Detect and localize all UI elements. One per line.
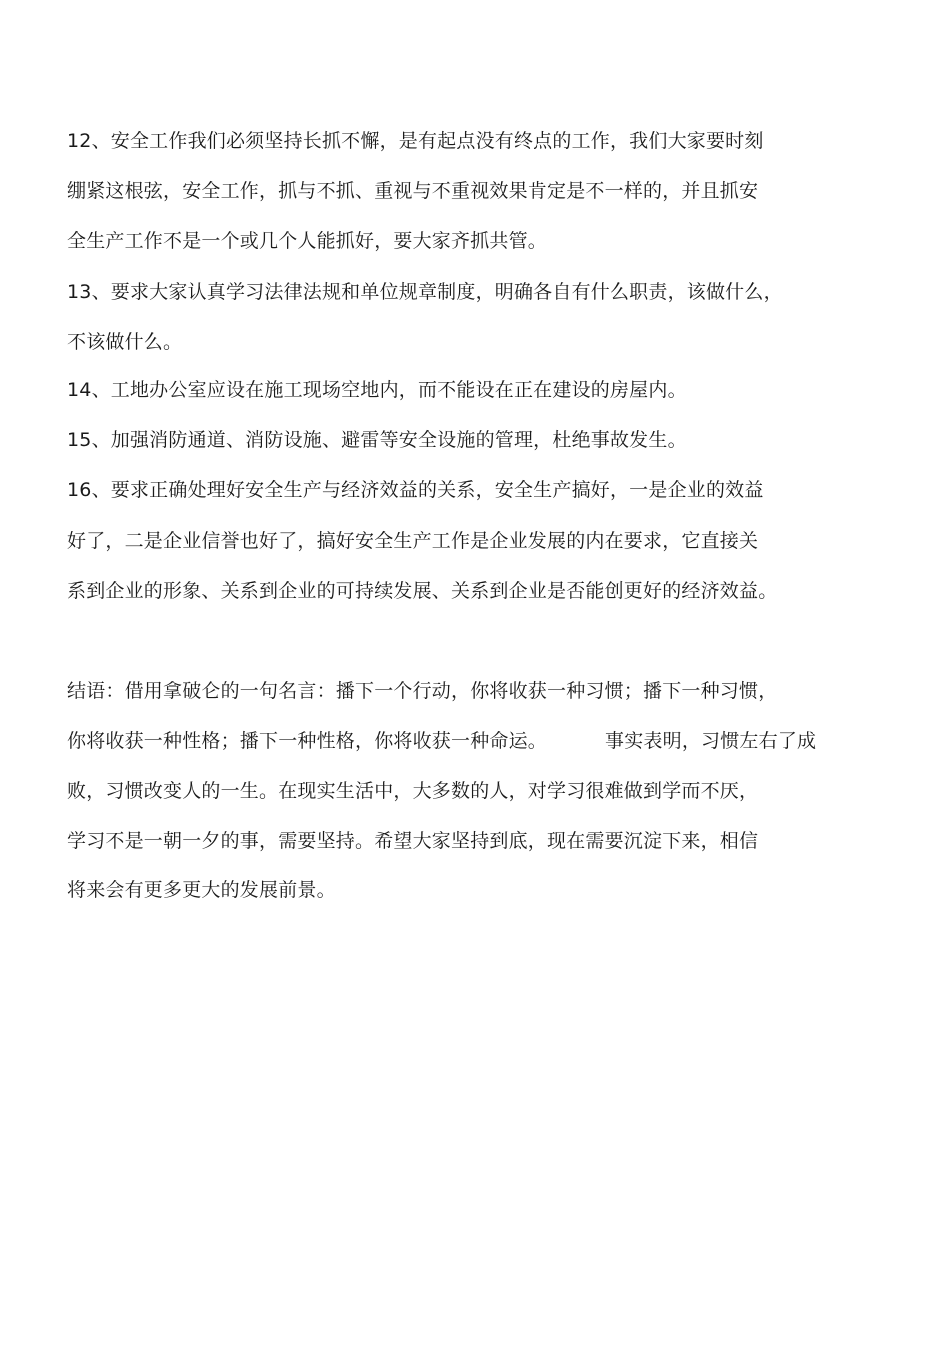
item-12-line-1: 12、安全工作我们必须坚持长抓不懈，是有起点没有终点的工作，我们大家要时刻: [67, 130, 764, 152]
conclusion-line-3: 败，习惯改变人的一生。在现实生活中，大多数的人，对学习很难做到学而不厌，: [67, 780, 759, 802]
conclusion-line-2: [67, 729, 816, 753]
item-13-line-2: 不该做什么。: [67, 331, 183, 353]
item-16-line-3: 系到企业的形象、关系到企业的可持续发展、关系到企业是否能创更好的经济效益。: [67, 580, 778, 602]
conclusion-line-1: 结语：借用拿破仑的一句名言：播下一个行动，你将收获一种习惯；播下一种习惯，: [67, 680, 778, 702]
conclusion-line-2-part-2: 事实表明，习惯左右了成: [605, 730, 817, 752]
item-15-line-1: 15、加强消防通道、消防设施、避雷等安全设施的管理，杜绝事故发生。: [67, 429, 687, 451]
item-12-line-2: 绷紧这根弦，安全工作，抓与不抓、重视与不重视效果肯定是不一样的，并且抓安: [67, 180, 759, 202]
item-16-line-2: 好了，二是企业信誉也好了，搞好安全生产工作是企业发展的内在要求，它直接关: [67, 530, 759, 552]
item-14-line-1: 14、工地办公室应设在施工现场空地内，而不能设在正在建设的房屋内。: [67, 379, 687, 401]
conclusion-line-5: 将来会有更多更大的发展前景。: [67, 879, 336, 901]
item-16-line-1: 16、要求正确处理好安全生产与经济效益的关系，安全生产搞好，一是企业的效益: [67, 479, 764, 501]
item-13-line-1: 13、要求大家认真学习法律法规和单位规章制度，明确各自有什么职责，该做什么，: [67, 281, 783, 303]
conclusion-line-2-part-1: 你将收获一种性格；播下一种性格，你将收获一种命运。: [67, 730, 548, 752]
conclusion-line-4: 学习不是一朝一夕的事，需要坚持。希望大家坚持到底，现在需要沉淀下来，相信: [67, 830, 759, 852]
item-12-line-3: 全生产工作不是一个或几个人能抓好，要大家齐抓共管。: [67, 230, 548, 252]
